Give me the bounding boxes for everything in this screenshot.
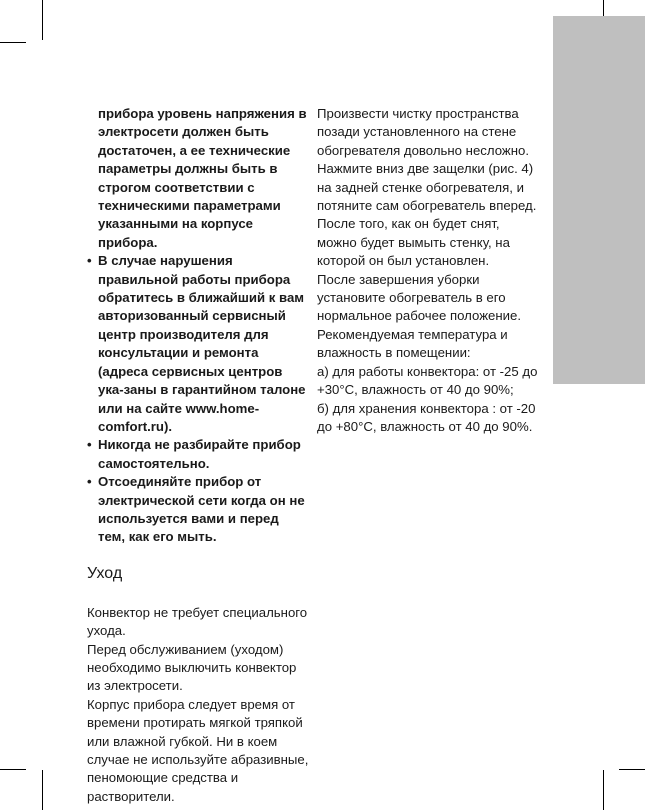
- warning-item-service: • В случае нарушения правильной работы прибора обратитесь в ближайший к вам авторизованный сервисный центр производителя для консультации и ремонта (адреса сервисных центров ука-заны в гарантийном талоне или на сайте www.home-comfort.ru).: [87, 252, 309, 436]
- care-section: [87, 604, 309, 806]
- operating-conditions: а) для работы конвектора: от -25 до +30°С, влажность от 40 до 90%;: [317, 363, 538, 398]
- conditions-intro: Рекомендуемая температура и влажность в помещении:: [317, 326, 508, 361]
- reinstall-paragraph: После завершения уборки установите обогреватель в его нормальное рабочее положение.: [317, 271, 522, 324]
- crop-mark-bottom-right-h: [619, 769, 645, 770]
- cleaning-paragraph: Произвести чистку пространства позади установленного на стене обогревателя довольно несложно. Нажмите вниз две защелки (рис. 4) на задней стенке обогревателя, и потяните сам обогреватель вперед. После того, как он будет снят, можно будет вымыть стенку, на которой он был установлен.: [317, 106, 537, 269]
- care-paragraph: Перед обслуживанием (уходом) необходимо выключить конвектор из электросети.: [87, 641, 297, 694]
- care-paragraph: Конвектор не требует специального ухода.: [87, 604, 308, 639]
- warning-item-disconnect: • Отсоединяйте прибор от электрической сети когда он не используется вами и перед тем, как его мыть.: [87, 473, 309, 547]
- care-heading: Уход: [87, 564, 123, 582]
- warning-continuation: прибора уровень напряжения в электросети должен быть достаточен, а ее технические параметры должны быть в строгом соответствии с техническими параметрами указанными на корпусе прибора.: [98, 106, 307, 250]
- care-paragraph: Корпус прибора следует время от времени протирать мягкой тряпкой или влажной губкой. Ни в коем случае не используйте абразивные, пеномоющие средства и растворители.: [87, 696, 309, 804]
- crop-mark-top-left-h: [0, 42, 26, 43]
- section-thumb-tab: [553, 16, 645, 384]
- crop-mark-bottom-left-h: [0, 769, 26, 770]
- warning-list: [87, 252, 309, 547]
- left-column: [87, 105, 309, 806]
- crop-mark-bottom-right-v: [603, 770, 604, 810]
- right-column: [317, 105, 539, 436]
- storage-conditions: б) для хранения конвектора : от -20 до +80°С, влажность от 40 до 90%.: [317, 400, 536, 434]
- warning-item-disassemble: • Никогда не разбирайте прибор самостоятельно.: [87, 436, 309, 473]
- crop-mark-top-left-v: [42, 0, 43, 40]
- safety-warnings: [87, 105, 309, 547]
- crop-mark-bottom-left-v: [42, 770, 43, 810]
